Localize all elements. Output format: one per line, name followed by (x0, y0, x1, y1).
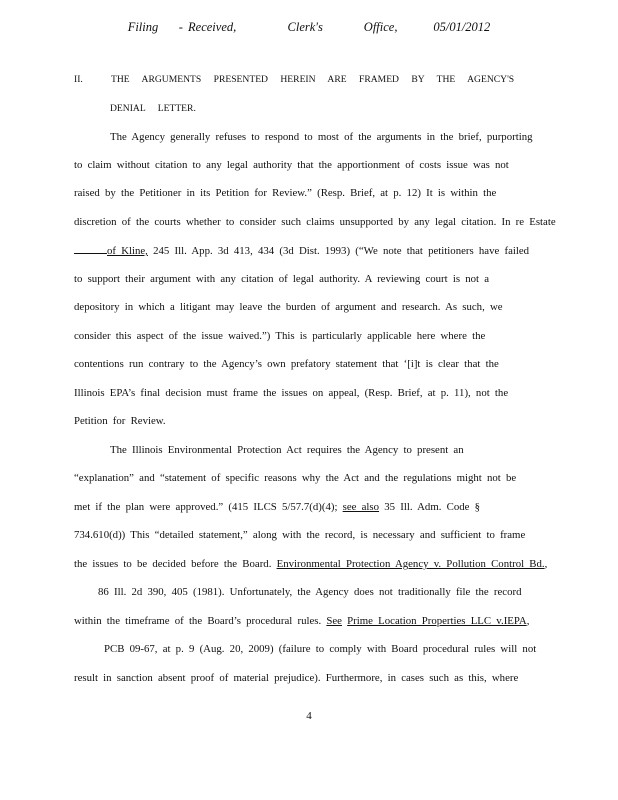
body-line: met if the plan were approved.” (415 ILCS 5/57.7(d)(4); see also 35 Ill. Adm. Code § (74, 501, 481, 513)
case-citation: Environmental Protection Agency v. Pollution Control Bd. (276, 558, 545, 570)
section-heading-line2: DENIAL LETTER. (110, 103, 196, 114)
body-line: contentions run contrary to the Agency’s own prefatory statement that ‘[i]t is clear that the (74, 358, 499, 370)
page-number: 4 (306, 710, 312, 722)
body-line: of Kline, 245 Ill. App. 3d 413, 434 (3d Dist. 1993) (“We note that petitioners have failed (74, 243, 529, 258)
body-line: The Illinois Environmental Protection Act requires the Agency to present an (110, 444, 464, 456)
body-line: “explanation” and “statement of specific reasons why the Act and the regulations might not be (74, 472, 517, 484)
body-line: Illinois EPA’s final decision must frame the issues on appeal, (Resp. Brief, at p. 11), not the (74, 387, 509, 399)
body-line: The Agency generally refuses to respond to most of the arguments in the brief, purporting (110, 131, 533, 143)
case-citation: Prime Location Properties LLC v.IEPA (347, 615, 527, 627)
body-line: consider this aspect of the issue waived.”) This is particularly applicable here where the (74, 330, 486, 342)
citation-underline-lead (74, 243, 107, 254)
body-line: the issues to be decided before the Board. Environmental Protection Agency v. Pollution Control Bd., (74, 558, 548, 570)
body-line: raised by the Petitioner in its Petition for Review.” (Resp. Brief, at p. 12) It is within the (74, 187, 497, 199)
body-line: discretion of the courts whether to consider such claims unsupported by any legal citation. In re Estate (74, 216, 556, 228)
body-line: PCB 09-67, at p. 9 (Aug. 20, 2009) (failure to comply with Board procedural rules will not (104, 643, 537, 655)
signal-see: See (326, 615, 342, 627)
section-heading-text: THE ARGUMENTS PRESENTED HEREIN ARE FRAMED BY THE AGENCY'S (111, 74, 515, 85)
body-line: 734.610(d)) This “detailed statement,” along with the record, is necessary and sufficient to frame (74, 529, 526, 541)
case-citation: of Kline, (107, 245, 148, 257)
filing-header: Filing - Received, Clerk's Office, 05/01/2012 (127, 20, 491, 34)
body-line: to support their argument with any citation of legal authority. A reviewing court is not a (74, 273, 490, 285)
section-heading-line1 (74, 73, 514, 87)
body-line: result in sanction absent proof of material prejudice). Furthermore, in cases such as this, where (74, 672, 519, 684)
body-line: to claim without citation to any legal authority that the apportionment of costs issue was not (74, 159, 509, 171)
body-line: depository in which a litigant may leave the burden of argument and research. As such, we (74, 301, 503, 313)
signal-see-also: see also (342, 501, 380, 513)
body-line: within the timeframe of the Board’s procedural rules. See Prime Location Properties LLC v.IEPA, (74, 615, 530, 627)
body-line: 86 Ill. 2d 390, 405 (1981). Unfortunately, the Agency does not traditionally file the record (98, 586, 522, 598)
section-number: II. (74, 74, 83, 85)
body-line: Petition for Review. (74, 415, 166, 427)
